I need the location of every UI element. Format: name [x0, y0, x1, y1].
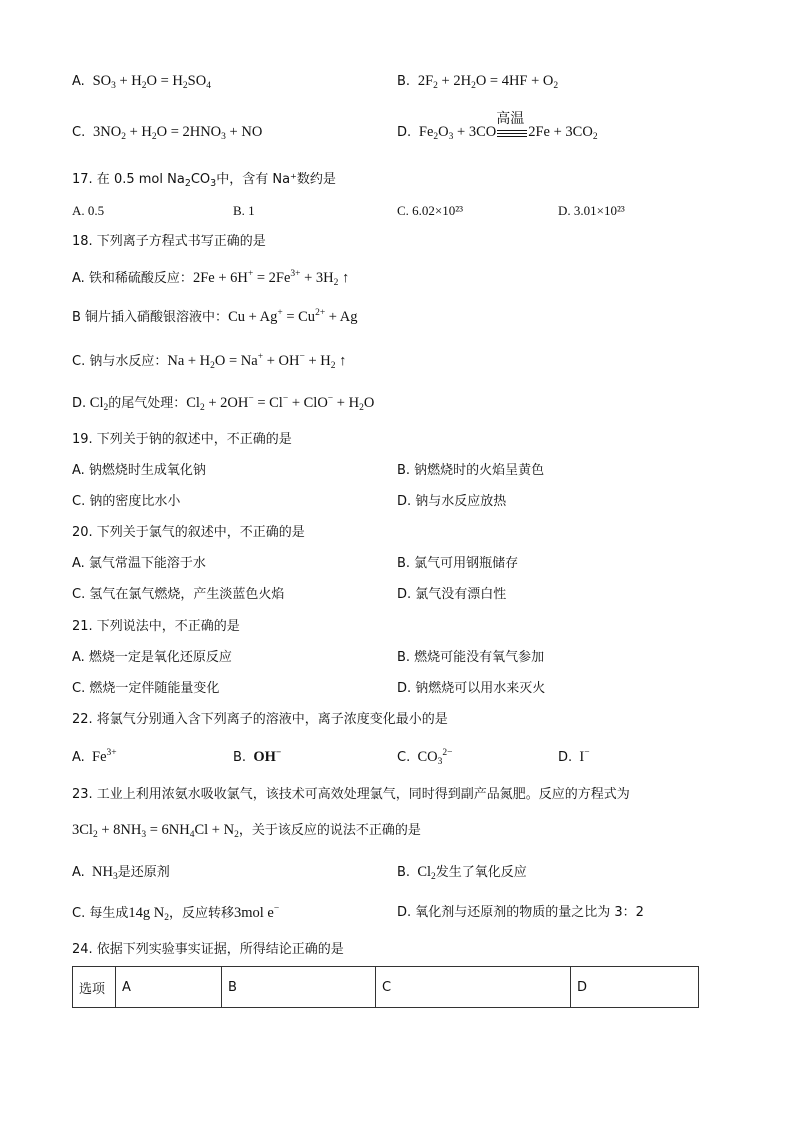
q16-option-b: B. $2F_2 + 2H_2O = 4HF + O_2$: [397, 73, 559, 91]
q16-option-a: A. $SO_3 + H_2O = H_2SO_4$: [72, 73, 211, 91]
table-header-cell: 选项: [73, 967, 116, 1008]
q23-option-a: A. $NH_3$是还原剂: [72, 864, 170, 882]
q17-option-c: C. 6.02×10²³: [397, 203, 464, 218]
q20-stem: 20. 下列关于氯气的叙述中，不正确的是: [72, 525, 305, 540]
table-header-cell: A: [116, 967, 222, 1008]
table-header-cell: C: [376, 967, 571, 1008]
q16-option-d-equation: $Fe_2O_3 + 3CO$ 高温 $2Fe + 3CO_2$: [415, 110, 598, 142]
table-header-cell: D: [571, 967, 699, 1008]
table-header-cell: B: [222, 967, 376, 1008]
q16-option-b-equation: $2F_2 + 2H_2O = 4HF + O_2$: [414, 73, 559, 91]
q19-option-a: A. 钠燃烧时生成氧化钠: [72, 463, 206, 478]
q21-option-b: B. 燃烧可能没有氧气参加: [397, 650, 545, 665]
q21-option-c: C. 燃烧一定伴随能量变化: [72, 681, 220, 696]
q24-stem: 24. 依据下列实验事实证据，所得结论正确的是: [72, 942, 344, 957]
q17-option-d: D. 3.01×10²³: [558, 203, 625, 218]
q20-option-b: B. 氯气可用钢瓶储存: [397, 556, 519, 571]
q19-option-b: B. 钠燃烧时的火焰呈黄色: [397, 463, 545, 478]
q20-option-d: D. 氯气没有漂白性: [397, 587, 507, 602]
table-row: [73, 967, 699, 1008]
q18-option-c: C. 钠与水反应：$Na + H_2O = Na^+ + OH^- + H_2$ ↑: [72, 352, 347, 371]
q16-option-a-equation: $SO_3 + H_2O = H_2SO_4$: [88, 73, 211, 91]
q16-option-d: D. $Fe_2O_3 + 3CO$ 高温 $2Fe + 3CO_2$: [397, 110, 598, 142]
q20-option-a: A. 氯气常温下能溶于水: [72, 556, 206, 571]
q22-option-d: D. I−: [558, 748, 590, 765]
q19-option-c: C. 钠的密度比水小: [72, 494, 181, 509]
q23-option-c: C. 每生成14g $N_2$，反应转移3mol e−: [72, 904, 280, 923]
q20-option-c: C. 氢气在氯气燃烧，产生淡蓝色火焰: [72, 587, 285, 602]
q17-option-a: A. 0.5: [72, 203, 105, 218]
q17-option-b: B. 1: [233, 203, 255, 218]
q18-option-d: D. $Cl_2$的尾气处理：$Cl_2 + 2OH^- = Cl^- + ClO^- + H_2O$: [72, 394, 375, 413]
reaction-condition: 高温: [497, 124, 527, 142]
q24-table: [72, 966, 699, 1008]
q19-stem: 19. 下列关于钠的叙述中，不正确的是: [72, 432, 292, 447]
q21-option-a: A. 燃烧一定是氧化还原反应: [72, 650, 232, 665]
q22-option-b: B. OH−: [233, 748, 282, 765]
q21-stem: 21. 下列说法中，不正确的是: [72, 619, 240, 634]
q19-option-d: D. 钠与水反应放热: [397, 494, 507, 509]
q23-stem-line1: 23. 工业上利用浓氨水吸收氯气，该技术可高效处理氯气，同时得到副产品氮肥。反应的方程式为: [72, 787, 630, 802]
q21-option-d: D. 钠燃烧可以用水来灭火: [397, 681, 546, 696]
q23-option-d: D. 氧化剂与还原剂的物质的量之比为 3：2: [397, 905, 644, 920]
q16-option-c: C. $3NO_2 + H_2O = 2HNO_3$ + NO: [72, 124, 263, 142]
q18-option-b: B 铜片插入硝酸银溶液中：$Cu + Ag^+ = Cu^{2+} + Ag$: [72, 308, 358, 325]
q18-stem: 18. 下列离子方程式书写正确的是: [72, 234, 266, 249]
q22-stem: 22. 将氯气分别通入含下列离子的溶液中，离子浓度变化最小的是: [72, 712, 448, 727]
q16-option-c-equation: $3NO_2 + H_2O = 2HNO_3$ + NO: [89, 124, 263, 142]
q22-option-a: A. $Fe^{3+}$: [72, 748, 117, 765]
q18-option-a: A. 铁和稀硫酸反应：$2Fe + 6H^+ = 2Fe^{3+} + 3H_2$ ↑: [72, 269, 350, 288]
q23-stem-line2: $3Cl_2 + 8NH_3 = 6NH_4Cl + N_2$，关于该反应的说法不正确的是: [72, 822, 421, 840]
q23-option-b: B. $Cl_2$发生了氧化反应: [397, 864, 527, 882]
q17-stem: 17. 在 0.5 mol $Na_2CO_3$中，含有 Na⁺数约是: [72, 172, 336, 189]
q22-option-c: C. $CO_3^{2-}$: [397, 748, 453, 767]
